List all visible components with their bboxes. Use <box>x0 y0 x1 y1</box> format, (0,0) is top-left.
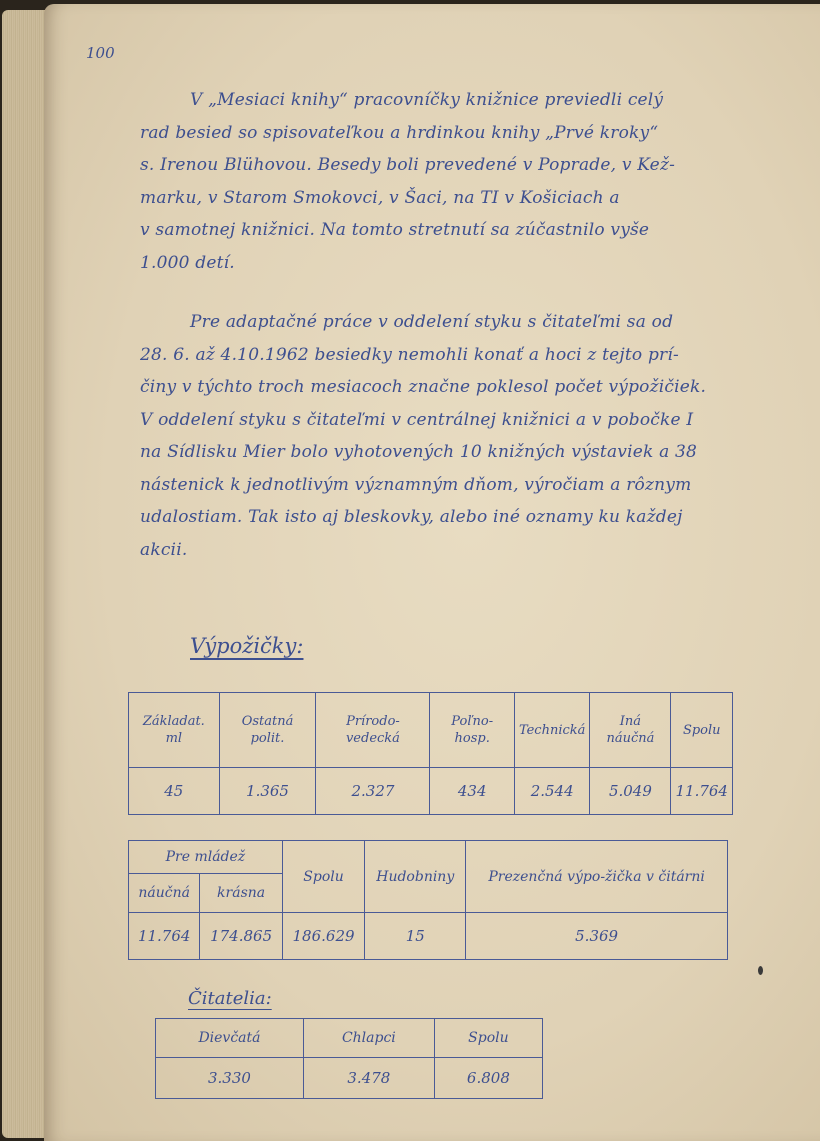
loans-table <box>128 692 733 815</box>
readers-table <box>155 1018 543 1099</box>
table-cell: 5.049 <box>590 768 671 815</box>
table-header-cell: Ostatná polit. <box>219 693 316 768</box>
text-line: na Sídlisku Mier bolo vyhotovených 10 knižných výstaviek a 38 <box>140 442 698 462</box>
table-header-row <box>129 841 728 874</box>
table-header-cell: Spolu <box>282 841 364 913</box>
loans-heading: Výpožičky: <box>190 634 304 658</box>
text-line: nástenick k jednotlivým významným dňom, výročiam a rôznym <box>140 474 692 495</box>
table-header-row <box>156 1019 543 1058</box>
table-header-cell: Základat. ml <box>129 693 220 768</box>
text-line: V „Mesiaci knihy“ pracovníčky knižnice previedli celý <box>190 90 664 110</box>
table-cell: 2.327 <box>316 768 430 815</box>
readers-heading: Čitatelia: <box>188 988 272 1009</box>
table-cell: 6.808 <box>434 1058 542 1099</box>
page-number: 100 <box>86 44 115 62</box>
table-cell: 45 <box>129 768 220 815</box>
table-header-cell: Prezenčná výpo-žička v čitárni <box>466 841 728 913</box>
youth-loans-table <box>128 840 728 960</box>
table-cell: 3.478 <box>303 1058 434 1099</box>
table-header-cell: náučná <box>129 874 200 913</box>
text-line: marku, v Starom Smokovci, v Šaci, na TI v Košiciach a <box>140 187 620 208</box>
text-line: rad besied so spisovateľkou a hrdinkou knihy „Prvé kroky“ <box>140 122 659 143</box>
table-cell: 1.365 <box>219 768 316 815</box>
text-line: s. Irenou Blühovou. Besedy boli prevedené v Poprade, v Kež- <box>140 155 676 175</box>
table-cell: 11.764 <box>671 768 733 815</box>
table-header-cell: Technická <box>514 693 589 768</box>
paragraph-mesiac-knihy <box>140 84 740 279</box>
table-row <box>129 913 728 960</box>
text-line: akcii. <box>140 539 188 560</box>
table-cell: 3.330 <box>156 1058 304 1099</box>
table-header-cell: Pre mládež <box>129 841 283 874</box>
table-cell: 5.369 <box>466 913 728 960</box>
text-line: 1.000 detí. <box>140 252 235 273</box>
table-header-cell: Iná náučná <box>590 693 671 768</box>
text-line: 28. 6. až 4.10.1962 besiedky nemohli konať a hoci z tejto prí- <box>140 344 679 365</box>
table-cell: 186.629 <box>282 913 364 960</box>
table-cell: 434 <box>430 768 514 815</box>
table-header-cell: krásna <box>200 874 282 913</box>
table-header-cell: Dievčatá <box>156 1019 304 1058</box>
text-line: Pre adaptačné práce v oddelení styku s čitateľmi sa od <box>190 312 674 332</box>
table-cell: 2.544 <box>514 768 589 815</box>
text-line: činy v týchto troch mesiacoch značne poklesol počet výpožičiek. <box>140 377 707 397</box>
table-header-cell: Spolu <box>671 693 733 768</box>
ink-blot <box>758 966 763 975</box>
table-row <box>156 1058 543 1099</box>
table-header-cell: Prírodo-vedecká <box>316 693 430 768</box>
table-row <box>129 768 733 815</box>
table-cell: 11.764 <box>129 913 200 960</box>
table-header-row <box>129 693 733 768</box>
text-line: v samotnej knižnici. Na tomto stretnutí sa zúčastnilo vyše <box>140 220 650 240</box>
table-header-cell: Poľno-hosp. <box>430 693 514 768</box>
table-header-cell: Chlapci <box>303 1019 434 1058</box>
table-header-cell: Spolu <box>434 1019 542 1058</box>
table-cell: 174.865 <box>200 913 282 960</box>
table-cell: 15 <box>365 913 466 960</box>
paragraph-adaptacne-prace <box>140 306 740 566</box>
table-header-cell: Hudobniny <box>365 841 466 913</box>
text-line: udalostiam. Tak isto aj bleskovky, alebo iné oznamy ku každej <box>140 507 683 527</box>
text-line: V oddelení styku s čitateľmi v centrálnej knižnici a v pobočke I <box>140 409 694 430</box>
page-edges <box>2 10 46 1138</box>
